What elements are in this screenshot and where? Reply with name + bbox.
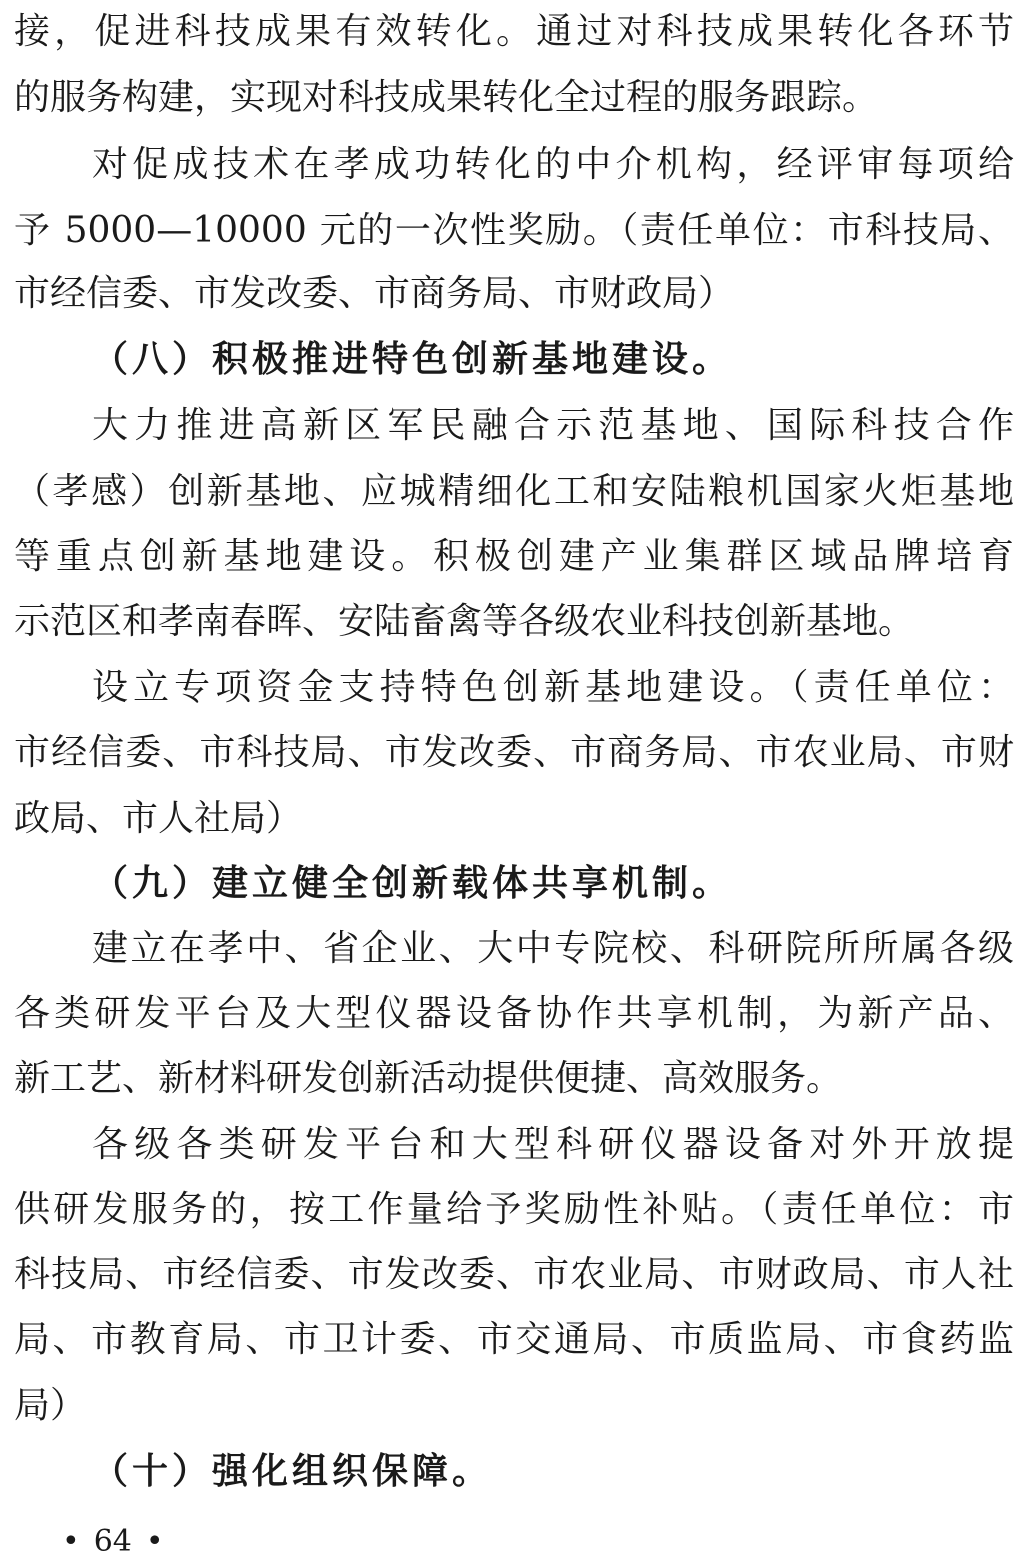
text-line-21: 局、市教育局、市卫计委、市交通局、市质监局、市食药监 [14, 1319, 1014, 1360]
page-number [48, 1522, 178, 1562]
text-line-18: 各级各类研发平台和大型科研仪器设备对外开放提 [92, 1124, 1014, 1165]
folio-dot-left: • [62, 1524, 80, 1559]
text-line-13: 政局、市人社局） [14, 798, 303, 839]
text-line-8: （孝感）创新基地、应城精细化工和安陆粮机国家火炬基地 [14, 471, 1014, 512]
text-line-16: 各类研发平台及大型仪器设备协作共享机制，为新产品、 [14, 993, 1014, 1034]
text-line-20: 科技局、市经信委、市发改委、市农业局、市财政局、市人社 [14, 1254, 1014, 1295]
section-heading-9: （九）建立健全创新载体共享机制。 [92, 863, 733, 904]
text-line-10: 示范区和孝南春晖、安陆畜禽等各级农业科技创新基地。 [14, 601, 915, 642]
text-line-11: 设立专项资金支持特色创新基地建设。（责任单位： [92, 667, 1014, 708]
text-line-5: 市经信委、市发改委、市商务局、市财政局） [14, 273, 735, 314]
text-line-17: 新工艺、新材料研发创新活动提供便捷、高效服务。 [14, 1058, 843, 1099]
text-line-9: 等重点创新基地建设。积极创建产业集群区域品牌培育 [14, 536, 1014, 577]
text-line-22: 局） [14, 1385, 87, 1426]
text-line-12: 市经信委、市科技局、市发改委、市商务局、市农业局、市财 [14, 732, 1014, 773]
text-line-2: 的服务构建，实现对科技成果转化全过程的服务跟踪。 [14, 77, 879, 118]
section-heading-10: （十）强化组织保障。 [92, 1451, 493, 1492]
text-line-15: 建立在孝中、省企业、大中专院校、科研院所所属各级 [92, 928, 1014, 969]
text-line-1: 接，促进科技成果有效转化。通过对科技成果转化各环节 [14, 11, 1014, 52]
text-line-7: 大力推进高新区军民融合示范基地、国际科技合作 [92, 405, 1014, 446]
text-line-3: 对促成技术在孝成功转化的中介机构，经评审每项给 [92, 144, 1014, 185]
text-line-19: 供研发服务的，按工作量给予奖励性补贴。（责任单位：市 [14, 1189, 1014, 1230]
page-number-value: 64 [93, 1524, 132, 1559]
text-line-4: 予 5000—10000 元的一次性奖励。（责任单位：市科技局、 [14, 210, 1014, 251]
folio-dot-right: • [145, 1524, 164, 1559]
section-heading-8: （八）积极推进特色创新基地建设。 [92, 339, 733, 380]
